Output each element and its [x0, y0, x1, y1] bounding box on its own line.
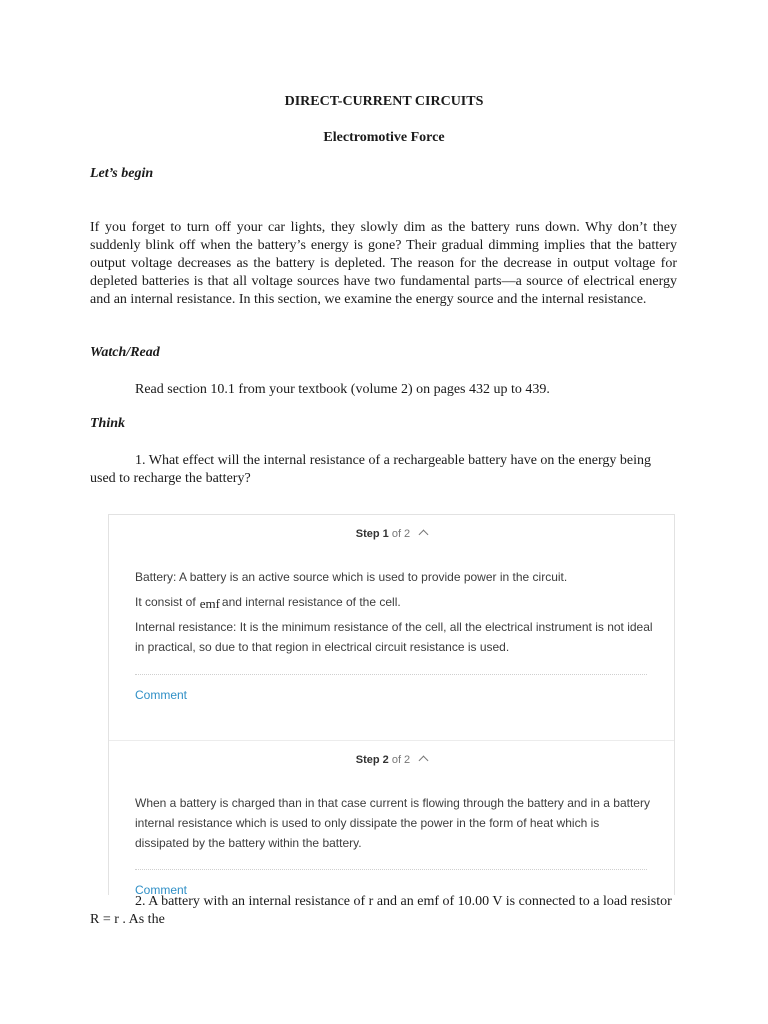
- chevron-up-icon[interactable]: [419, 530, 429, 540]
- step-total: of 2: [391, 528, 411, 540]
- chevron-up-icon[interactable]: [419, 756, 429, 766]
- intro-paragraph: If you forget to turn off your car lights, they slowly dim as the battery runs down. Why don’t they suddenly blink off when the battery’s energy is gone? Their gradual dimming implies that the battery output voltage decreases as the battery is depleted. The reason for the decrease in output voltage for depleted batteries is that all voltage sources have two fundamental parts—a source of electrical energy and an internal resistance. In this section, we examine the energy source and the internal resistance.: [90, 220, 677, 307]
- step-1-header[interactable]: [109, 527, 674, 541]
- step-2-header[interactable]: [109, 753, 674, 767]
- step-label: Step: [355, 528, 380, 540]
- question-2: 2. A battery with an internal resistance of r and an emf of 10.00 V is connected to a load resistor R = r . As the: [90, 894, 672, 927]
- step-2-separator: [135, 869, 647, 870]
- lets-begin-heading: Let’s begin: [90, 166, 154, 181]
- step-number: 1: [382, 528, 389, 540]
- step-1-line-1: Battery: A battery is an active source which is used to provide power in the circuit.: [135, 570, 568, 584]
- step-label: Step: [355, 754, 380, 766]
- step-1-separator: [135, 674, 647, 675]
- line-2-prefix: It consist of: [135, 595, 196, 609]
- emf-symbol: emf: [199, 596, 220, 611]
- step-divider: [109, 740, 674, 741]
- step-2-comment-link[interactable]: Comment: [135, 883, 188, 895]
- document-title: DIRECT-CURRENT CIRCUITS: [284, 94, 484, 109]
- step-1-line-3: Internal resistance: It is the minimum resistance of the cell, all the electrical instrument is not ideal in practical, so due to that region in electrical circuit resistance is used.: [135, 620, 653, 654]
- step-1-line-2: [135, 592, 655, 612]
- solution-card: [108, 514, 675, 895]
- section-title: Electromotive Force: [323, 130, 445, 145]
- step-2-text: When a battery is charged than in that case current is flowing through the battery and in a battery internal resistance which is used to only dissipate the power in the form of heat which is dissipated by the battery within the battery.: [135, 796, 650, 850]
- watch-read-heading: Watch/Read: [90, 345, 160, 360]
- step-total: of 2: [391, 754, 411, 766]
- think-heading: Think: [90, 416, 126, 431]
- reading-instruction: Read section 10.1 from your textbook (volume 2) on pages 432 up to 439.: [135, 382, 550, 397]
- line-2-suffix: and internal resistance of the cell.: [221, 595, 401, 609]
- step-1-comment-link[interactable]: Comment: [135, 688, 188, 702]
- question-1: 1. What effect will the internal resistance of a rechargeable battery have on the energy being used to recharge the battery?: [90, 453, 651, 486]
- step-number: 2: [382, 754, 389, 766]
